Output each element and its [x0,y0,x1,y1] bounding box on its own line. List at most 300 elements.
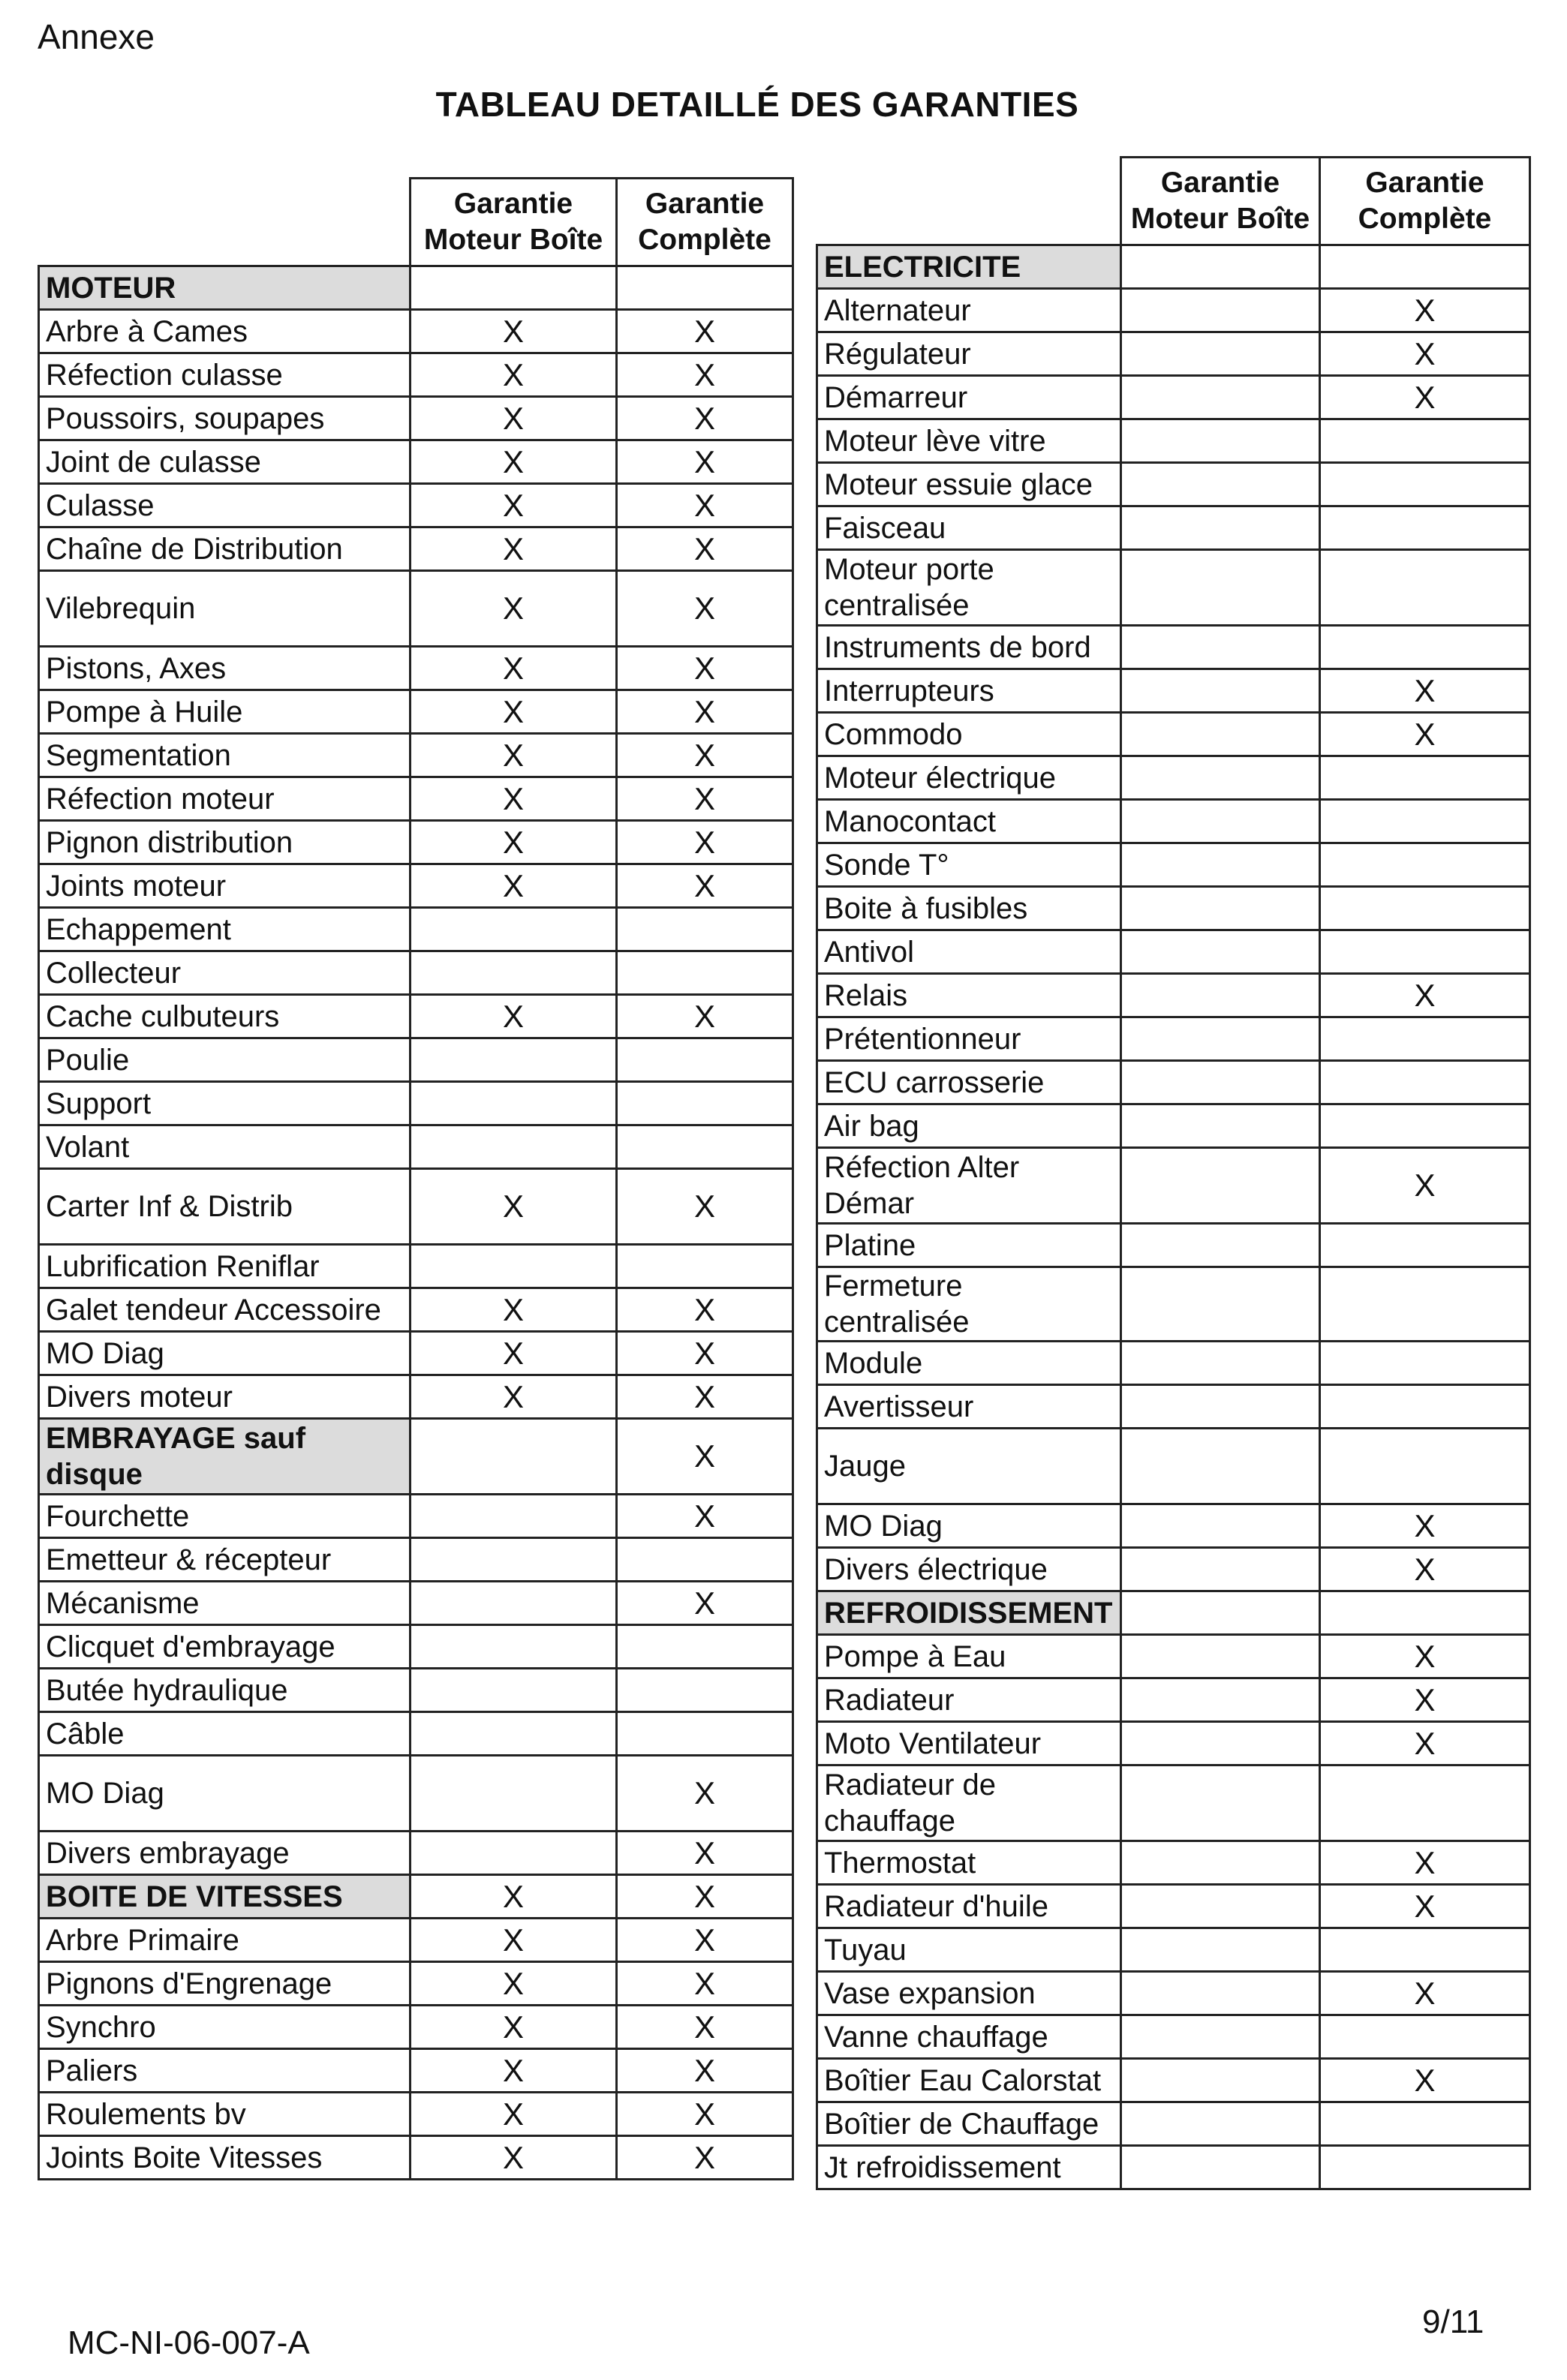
row-label: Pignons d'Engrenage [39,1962,411,2006]
table-row [39,1625,793,1669]
section-row [39,266,793,310]
garantie-moteur-boite-cell: X [411,310,617,353]
row-label: BOITE DE VITESSES [39,1875,411,1919]
garantie-moteur-boite-cell [1121,1885,1320,1928]
table-row [39,2093,793,2136]
garantie-complete-cell: X [617,2006,793,2049]
section-row [39,1419,793,1495]
table-row [817,550,1530,626]
garantie-moteur-boite-cell [1121,463,1320,506]
garantie-moteur-boite-cell [1121,1342,1320,1385]
annex-label: Annexe [38,17,155,56]
row-label: Emetteur & récepteur [39,1538,411,1582]
row-label: Manocontact [817,800,1121,843]
table-row [817,1678,1530,1722]
table-row [39,1125,793,1169]
table-row [817,289,1530,332]
table-row [39,310,793,353]
warranty-table-right [816,156,1531,2190]
garantie-complete-cell [617,1245,793,1288]
garantie-moteur-boite-cell: X [411,690,617,734]
garantie-moteur-boite-cell: X [411,1875,617,1919]
garantie-complete-cell: X [1320,669,1530,713]
table-row [817,1885,1530,1928]
garantie-complete-cell: X [617,1495,793,1538]
row-label: Câble [39,1712,411,1756]
table-row [817,1017,1530,1061]
table-row [39,2049,793,2093]
garantie-moteur-boite-cell [411,1125,617,1169]
row-label: Joint de culasse [39,440,411,484]
table-row [39,2006,793,2049]
garantie-complete-cell: X [1320,974,1530,1017]
table-row [817,1385,1530,1429]
section-row [817,1591,1530,1635]
garantie-complete-cell [617,951,793,995]
garantie-complete-cell: X [617,821,793,864]
garantie-moteur-boite-cell: X [411,1169,617,1245]
table-row [817,1104,1530,1148]
table-row [817,463,1530,506]
table-row [39,484,793,527]
row-label: Alternateur [817,289,1121,332]
garantie-moteur-boite-cell [1121,332,1320,376]
garantie-moteur-boite-cell: X [411,2136,617,2180]
garantie-complete-cell [617,266,793,310]
row-label: Divers moteur [39,1375,411,1419]
garantie-moteur-boite-cell: X [411,647,617,690]
row-label: Echappement [39,908,411,951]
garantie-moteur-boite-cell [411,266,617,310]
garantie-moteur-boite-cell: X [411,995,617,1038]
table-row [817,626,1530,669]
header-blank-cell [817,158,1121,245]
garantie-complete-cell: X [1320,1841,1530,1885]
garantie-moteur-boite-cell [411,1832,617,1875]
garantie-complete-cell: X [617,647,793,690]
garantie-moteur-boite-cell [411,1669,617,1712]
table-row [39,397,793,440]
garantie-moteur-boite-cell [411,1712,617,1756]
garantie-complete-cell [1320,1385,1530,1429]
header-garantie-complete: Garantie Complète [617,179,793,266]
garantie-moteur-boite-cell [411,1582,617,1625]
row-label: Boîtier de Chauffage [817,2102,1121,2146]
garantie-moteur-boite-cell [1121,843,1320,887]
garantie-complete-cell: X [1320,1635,1530,1678]
garantie-moteur-boite-cell [1121,289,1320,332]
garantie-moteur-boite-cell: X [411,821,617,864]
garantie-complete-cell: X [617,1332,793,1375]
row-label: Arbre Primaire [39,1919,411,1962]
garantie-complete-cell [1320,887,1530,930]
garantie-complete-cell [1320,1765,1530,1841]
row-label: Thermostat [817,1841,1121,1885]
garantie-complete-cell [1320,1267,1530,1342]
garantie-moteur-boite-cell: X [411,397,617,440]
row-label: Poussoirs, soupapes [39,397,411,440]
garantie-moteur-boite-cell [1121,974,1320,1017]
garantie-moteur-boite-cell: X [411,484,617,527]
garantie-complete-cell: X [617,2136,793,2180]
row-label: Vilebrequin [39,571,411,647]
garantie-moteur-boite-cell [1121,1385,1320,1429]
row-label: Galet tendeur Accessoire [39,1288,411,1332]
garantie-complete-cell [617,1625,793,1669]
garantie-complete-cell: X [617,734,793,777]
row-label: Relais [817,974,1121,1017]
garantie-moteur-boite-cell: X [411,1919,617,1962]
row-label: Réfection Alter Démar [817,1148,1121,1224]
garantie-moteur-boite-cell [1121,1635,1320,1678]
table-row [817,506,1530,550]
garantie-complete-cell [617,1712,793,1756]
row-label: Divers électrique [817,1548,1121,1591]
row-label: Moto Ventilateur [817,1722,1121,1765]
garantie-complete-cell [1320,1429,1530,1504]
garantie-complete-cell: X [1320,713,1530,756]
garantie-complete-cell [617,1125,793,1169]
garantie-moteur-boite-cell [411,1538,617,1582]
garantie-moteur-boite-cell: X [411,440,617,484]
garantie-moteur-boite-cell: X [411,1332,617,1375]
garantie-complete-cell [1320,2102,1530,2146]
table-row [39,571,793,647]
garantie-moteur-boite-cell [1121,1267,1320,1342]
table-row [817,1928,1530,1972]
garantie-complete-cell: X [1320,1504,1530,1548]
garantie-complete-cell: X [617,1582,793,1625]
table-row [817,332,1530,376]
table-row [39,647,793,690]
row-label: Moteur porte centralisée [817,550,1121,626]
row-label: Boîtier Eau Calorstat [817,2059,1121,2102]
garantie-moteur-boite-cell [1121,1678,1320,1722]
row-label: Avertisseur [817,1385,1121,1429]
table-row [39,1712,793,1756]
table-row [39,1288,793,1332]
row-label: Pignon distribution [39,821,411,864]
row-label: Platine [817,1224,1121,1267]
garantie-complete-cell: X [617,2049,793,2093]
garantie-moteur-boite-cell [1121,1224,1320,1267]
garantie-complete-cell [1320,506,1530,550]
garantie-complete-cell: X [617,1756,793,1832]
garantie-moteur-boite-cell [1121,1765,1320,1841]
row-label: Jt refroidissement [817,2146,1121,2189]
garantie-moteur-boite-cell [1121,756,1320,800]
table-row [39,864,793,908]
garantie-complete-cell: X [617,397,793,440]
garantie-complete-cell: X [617,1419,793,1495]
row-label: Pompe à Huile [39,690,411,734]
table-row [817,1429,1530,1504]
garantie-moteur-boite-cell [1121,1841,1320,1885]
table-row [817,713,1530,756]
garantie-moteur-boite-cell [1121,1591,1320,1635]
table-row [817,1148,1530,1224]
row-label: Roulements bv [39,2093,411,2136]
garantie-moteur-boite-cell [1121,1548,1320,1591]
table-row [817,1841,1530,1885]
garantie-moteur-boite-cell [411,951,617,995]
row-label: Sonde T° [817,843,1121,887]
row-label: REFROIDISSEMENT [817,1591,1121,1635]
garantie-complete-cell [1320,550,1530,626]
garantie-moteur-boite-cell [1121,1722,1320,1765]
table-row [39,690,793,734]
row-label: EMBRAYAGE sauf disque [39,1419,411,1495]
garantie-complete-cell: X [617,527,793,571]
garantie-moteur-boite-cell [1121,887,1320,930]
garantie-complete-cell: X [617,864,793,908]
row-label: ELECTRICITE [817,245,1121,289]
garantie-moteur-boite-cell [411,1038,617,1082]
garantie-complete-cell [1320,1104,1530,1148]
table-row [39,995,793,1038]
row-label: Interrupteurs [817,669,1121,713]
row-label: Vase expansion [817,1972,1121,2015]
table-row [39,1245,793,1288]
garantie-moteur-boite-cell [1121,376,1320,419]
table-row [39,821,793,864]
table-row [817,2146,1530,2189]
garantie-moteur-boite-cell [411,1495,617,1538]
row-label: MOTEUR [39,266,411,310]
garantie-moteur-boite-cell [411,1245,617,1288]
row-label: Mécanisme [39,1582,411,1625]
row-label: Jauge [817,1429,1121,1504]
garantie-moteur-boite-cell [1121,1148,1320,1224]
row-label: Chaîne de Distribution [39,527,411,571]
garantie-moteur-boite-cell [1121,2015,1320,2059]
table-row [817,1972,1530,2015]
garantie-moteur-boite-cell: X [411,527,617,571]
table-row [39,1038,793,1082]
row-label: Démarreur [817,376,1121,419]
row-label: Fourchette [39,1495,411,1538]
table-row [817,2059,1530,2102]
garantie-complete-cell: X [1320,2059,1530,2102]
row-label: Support [39,1082,411,1125]
garantie-moteur-boite-cell: X [411,2006,617,2049]
garantie-moteur-boite-cell: X [411,734,617,777]
page-title: TABLEAU DETAILLÉ DES GARANTIES [435,85,1079,124]
garantie-complete-cell [617,1038,793,1082]
table-row [817,930,1530,974]
row-label: Radiateur d'huile [817,1885,1121,1928]
row-label: Butée hydraulique [39,1669,411,1712]
garantie-complete-cell [617,1538,793,1582]
row-label: Tuyau [817,1928,1121,1972]
table-row [39,1082,793,1125]
table-row [39,353,793,397]
table-row [39,1169,793,1245]
garantie-moteur-boite-cell [1121,2146,1320,2189]
table-row [39,527,793,571]
garantie-complete-cell: X [617,484,793,527]
table-row [39,908,793,951]
page-number: 9/11 [1422,2303,1484,2340]
row-label: MO Diag [39,1756,411,1832]
row-label: ECU carrosserie [817,1061,1121,1104]
garantie-moteur-boite-cell [1121,2102,1320,2146]
garantie-complete-cell: X [617,1832,793,1875]
document-reference: MC-NI-06-007-A [68,2324,310,2361]
row-label: Volant [39,1125,411,1169]
garantie-moteur-boite-cell [411,1082,617,1125]
garantie-moteur-boite-cell: X [411,571,617,647]
row-label: Module [817,1342,1121,1385]
table-row [39,1582,793,1625]
garantie-complete-cell [1320,626,1530,669]
table-row [39,1919,793,1962]
garantie-moteur-boite-cell [1121,419,1320,463]
row-label: Cache culbuteurs [39,995,411,1038]
garantie-complete-cell: X [617,440,793,484]
garantie-moteur-boite-cell [1121,669,1320,713]
garantie-moteur-boite-cell: X [411,1375,617,1419]
table-row [817,376,1530,419]
row-label: Culasse [39,484,411,527]
garantie-complete-cell: X [1320,1678,1530,1722]
table-row [39,1538,793,1582]
garantie-moteur-boite-cell [1121,1429,1320,1504]
row-label: Moteur électrique [817,756,1121,800]
table-row [817,1267,1530,1342]
garantie-moteur-boite-cell: X [411,1288,617,1332]
table-row [817,2015,1530,2059]
section-row [817,245,1530,289]
garantie-complete-cell [1320,1342,1530,1385]
table-row [39,1962,793,2006]
table-row [817,1635,1530,1678]
garantie-complete-cell: X [1320,1972,1530,2015]
garantie-complete-cell: X [617,1375,793,1419]
garantie-moteur-boite-cell: X [411,777,617,821]
garantie-moteur-boite-cell [1121,550,1320,626]
row-label: MO Diag [817,1504,1121,1548]
row-label: Air bag [817,1104,1121,1148]
row-label: Collecteur [39,951,411,995]
garantie-moteur-boite-cell: X [411,2093,617,2136]
table-row [39,951,793,995]
row-label: Radiateur [817,1678,1121,1722]
garantie-complete-cell: X [617,1962,793,2006]
garantie-complete-cell [1320,1591,1530,1635]
row-label: Fermeture centralisée [817,1267,1121,1342]
garantie-moteur-boite-cell: X [411,864,617,908]
table-row [817,800,1530,843]
row-label: Segmentation [39,734,411,777]
table-row [817,1061,1530,1104]
garantie-complete-cell: X [1320,1722,1530,1765]
warranty-table-left [38,177,794,2180]
row-label: Paliers [39,2049,411,2093]
garantie-complete-cell: X [617,310,793,353]
row-label: Clicquet d'embrayage [39,1625,411,1669]
row-label: Faisceau [817,506,1121,550]
garantie-complete-cell: X [617,777,793,821]
row-label: Régulateur [817,332,1121,376]
garantie-complete-cell [1320,419,1530,463]
garantie-moteur-boite-cell [1121,800,1320,843]
row-label: Antivol [817,930,1121,974]
garantie-complete-cell: X [617,353,793,397]
garantie-complete-cell [1320,756,1530,800]
row-label: Pompe à Eau [817,1635,1121,1678]
table-row [39,1832,793,1875]
table-row [817,1224,1530,1267]
row-label: Pistons, Axes [39,647,411,690]
section-row [39,1875,793,1919]
garantie-complete-cell: X [1320,289,1530,332]
garantie-moteur-boite-cell [1121,1017,1320,1061]
garantie-moteur-boite-cell: X [411,2049,617,2093]
row-label: Arbre à Cames [39,310,411,353]
garantie-complete-cell: X [617,690,793,734]
garantie-complete-cell: X [617,1169,793,1245]
table-row [39,734,793,777]
garantie-complete-cell [1320,2146,1530,2189]
header-garantie-moteur-boite: Garantie Moteur Boîte [1121,158,1320,245]
row-label: Radiateur de chauffage [817,1765,1121,1841]
garantie-complete-cell [1320,930,1530,974]
row-label: Joints Boite Vitesses [39,2136,411,2180]
table-row [817,1765,1530,1841]
table-row [817,419,1530,463]
garantie-moteur-boite-cell [1121,1972,1320,2015]
garantie-complete-cell: X [617,995,793,1038]
garantie-moteur-boite-cell: X [411,353,617,397]
table-row [817,756,1530,800]
row-label: Moteur essuie glace [817,463,1121,506]
row-label: Boite à fusibles [817,887,1121,930]
garantie-complete-cell [1320,1061,1530,1104]
garantie-moteur-boite-cell [1121,1928,1320,1972]
garantie-complete-cell [1320,463,1530,506]
garantie-complete-cell: X [617,1875,793,1919]
table-row [817,669,1530,713]
garantie-moteur-boite-cell [1121,1104,1320,1148]
garantie-complete-cell: X [617,1919,793,1962]
garantie-moteur-boite-cell [1121,1504,1320,1548]
garantie-complete-cell: X [1320,332,1530,376]
table-row [39,1669,793,1712]
garantie-moteur-boite-cell [1121,713,1320,756]
table-row [817,887,1530,930]
table-row [39,1756,793,1832]
table-row [39,777,793,821]
garantie-complete-cell: X [1320,1148,1530,1224]
table-row [817,1342,1530,1385]
row-label: Synchro [39,2006,411,2049]
garantie-complete-cell [1320,1224,1530,1267]
row-label: Vanne chauffage [817,2015,1121,2059]
garantie-moteur-boite-cell [411,1625,617,1669]
garantie-moteur-boite-cell: X [411,1962,617,2006]
garantie-moteur-boite-cell [1121,245,1320,289]
garantie-complete-cell [1320,2015,1530,2059]
garantie-moteur-boite-cell [1121,1061,1320,1104]
header-garantie-complete: Garantie Complète [1320,158,1530,245]
table-row [817,1504,1530,1548]
row-label: Carter Inf & Distrib [39,1169,411,1245]
header-blank-cell [39,179,411,266]
garantie-moteur-boite-cell [1121,930,1320,974]
garantie-complete-cell: X [617,571,793,647]
garantie-complete-cell: X [1320,1548,1530,1591]
